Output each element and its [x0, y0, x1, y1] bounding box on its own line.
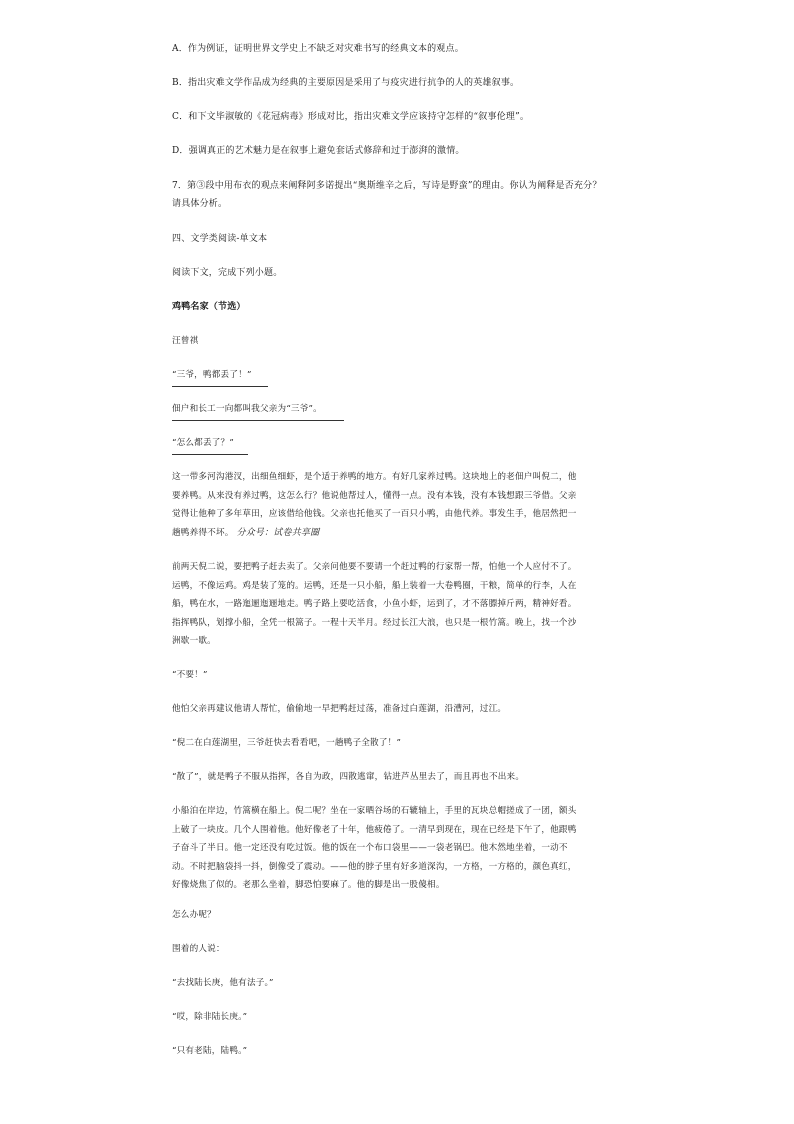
- story-author: 汪曾祺: [172, 336, 199, 346]
- underlined-quote: “怎么都丢了？”: [172, 434, 248, 455]
- dialogue-line: “哎，除非陆长庚。”: [172, 1012, 248, 1022]
- text-line: 船，鸭在水，一路迤逦迤逦地走。鸭子路上要吃活食，小鱼小虾，运到了，才不落膘掉斤两，精神好看。: [172, 599, 577, 609]
- text-line: 动。不时把脑袋抖一抖，倒像受了震动。——他的脖子里有好多道深沟，一方格，一方格的，颜色真红，: [172, 861, 577, 872]
- option-b: B．指出灾难文学作品成为经典的主要原因是采用了与疫灾进行抗争的人的英雄叙事。: [172, 78, 520, 88]
- story-sentence: 他怕父亲再建议他请人帮忙，偷偷地一早把鸭赶过荡，准备过白莲湖，沿漕河，过江。: [172, 704, 507, 714]
- underlined-sentence: 佃户和长工一向都叫我父亲为“三爷”。: [172, 400, 344, 421]
- section-instruction: 阅读下文，完成下列小题。: [172, 268, 283, 278]
- option-c: C．和下文毕淑敏的《花冠病毒》形成对比，指出灾难文学应该持守怎样的“叙事伦理”。: [172, 112, 530, 122]
- text-line: 好像烧焦了似的。老那么坐着，脚恐怕要麻了。他的脚是出一股傻相。: [172, 880, 445, 890]
- section-heading: 四、文学类阅读-单文本: [172, 234, 268, 244]
- text-line: 觉得让他种了多年草田，应该借给他钱。父亲也托他买了一百只小鸭，由他代养。事发生手，他居然把一: [172, 509, 577, 519]
- dialogue-line: [172, 434, 632, 455]
- text-line: 小船泊在岸边，竹篙横在船上。倪二呢？坐在一家晒谷场的石辘轴上，手里的瓦块总帽搓成了一团，额头: [172, 806, 577, 816]
- text-line: 上破了一块皮。几个人围着他。他好像老了十年，他疲倦了。一清早到现在，现在已经是下午了，他跟鸭: [172, 824, 577, 835]
- handwritten-annotation: 分众号：试卷共享圈: [236, 527, 320, 538]
- dialogue-line: [172, 400, 632, 421]
- story-sentence: “散了”，就是鸭子不服从指挥，各自为政，四散逃窜，钻进芦丛里去了，而且再也不出来。: [172, 772, 525, 782]
- dialogue-line: “去找陆长庚，他有法子。”: [172, 978, 274, 988]
- text-line: 运鸭，不像运鸡。鸡是装了笼的。运鸭，还是一只小船，船上装着一大卷鸭圈，干粮，简单的行李，人在: [172, 580, 577, 591]
- story-paragraph-2: [172, 558, 632, 651]
- text-line: 趟鸭养得不坏。: [172, 527, 234, 538]
- text-line: 要养鸭。从来没有养过鸭，这怎么行？他说他帮过人，懂得一点。没有本钱，没有本钱想跟三爷借。父亲: [172, 490, 577, 501]
- story-sentence: 围着的人说：: [172, 944, 225, 954]
- question-7: [172, 177, 632, 213]
- question-7-line1: 7．第③段中用布衣的观点来阐释阿多诺提出“奥斯维辛之后，写诗是野蛮”的理由。你认为阐释是否充分？: [172, 181, 602, 191]
- story-sentence: 怎么办呢？: [172, 910, 216, 920]
- story-paragraph-3: [172, 802, 632, 895]
- dialogue-line: “只有老陆，陆鸭。”: [172, 1046, 248, 1056]
- story-title: 鸡鸭名家（节选）: [172, 302, 246, 312]
- story-paragraph-1: [172, 468, 632, 542]
- question-7-line2: 请具体分析。: [172, 199, 228, 209]
- dialogue-line: “倪二在白莲湖里，三爷赶快去看看吧，一趟鸭子全散了！”: [172, 738, 402, 748]
- text-line: 前两天倪二说，要把鸭子赶去卖了。父亲问他要不要请一个赶过鸭的行家帮一帮，怕他一个人应付不了。: [172, 562, 577, 572]
- option-a: A．作为例证，证明世界文学史上不缺乏对灾难书写的经典文本的观点。: [172, 44, 464, 54]
- text-line: 这一带多河沟港汊，出细鱼细虾，是个适于养鸭的地方。有好几家养过鸭。这块地上的老佃户叫倪二，他: [172, 472, 577, 482]
- text-line: 洲歇一歇。: [172, 636, 216, 646]
- dialogue-line: “不要！”: [172, 670, 208, 680]
- option-d: D．强调真正的艺术魅力是在叙事上避免套话式修辞和过于澎湃的激情。: [172, 146, 465, 156]
- text-line: 子奋斗了半日。他一定还没有吃过饭。他的饭在一个布口袋里——一袋老锅巴。他木然地坐着，一动不: [172, 843, 568, 853]
- dialogue-line: [172, 366, 632, 387]
- text-line: 指挥鸭队，划撑小船，全凭一根篙子。一程十天半月。经过长江大浪，也只是一根竹篙。晚上，找一个沙: [172, 617, 577, 628]
- underlined-quote: “三爷，鸭都丢了！”: [172, 366, 268, 387]
